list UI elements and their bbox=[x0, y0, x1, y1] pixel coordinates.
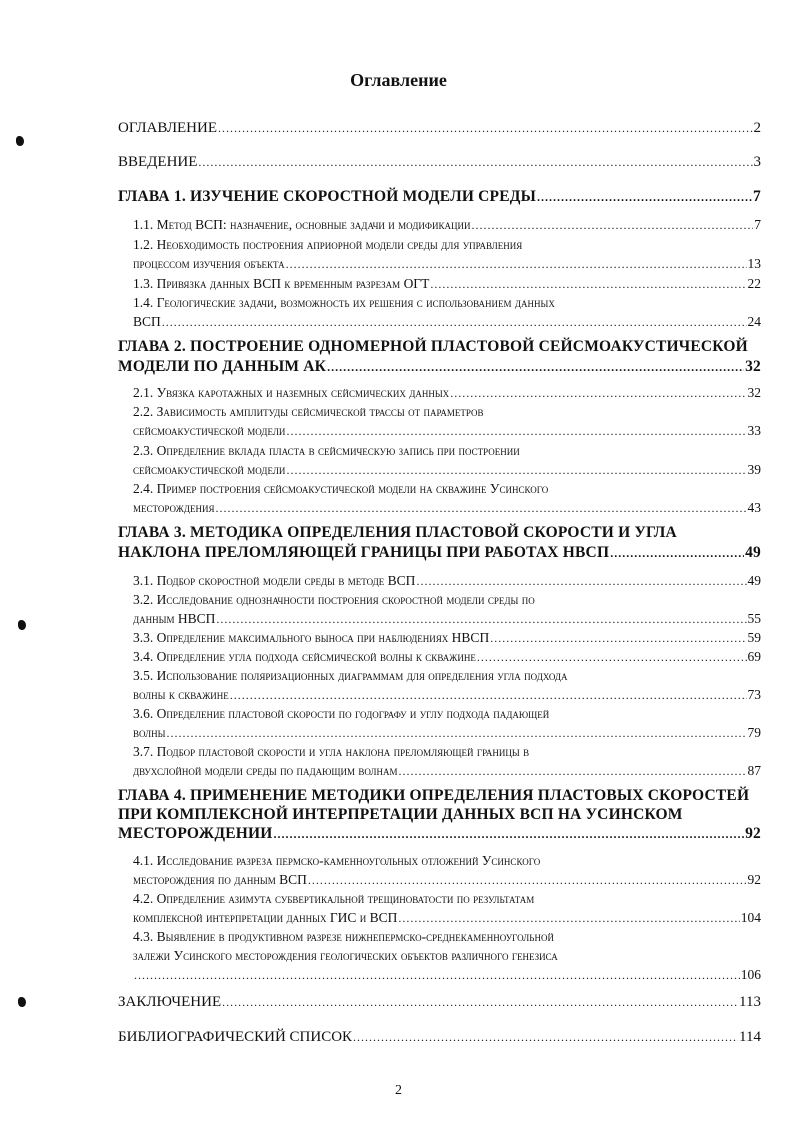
entry-label: 1.1. Метод ВСП: назначение, основные задачи и модификации bbox=[133, 217, 471, 232]
toc-entry-1-4[interactable] bbox=[133, 314, 761, 330]
entry-label: 3.1. Подбор скоростной модели среды в методе ВСП bbox=[133, 573, 416, 588]
entry-page: 13 bbox=[747, 256, 761, 271]
entry-label: месторождения по данным ВСП bbox=[133, 872, 307, 887]
toc-entry-1-3[interactable] bbox=[133, 276, 761, 292]
entry-page: 22 bbox=[747, 276, 761, 291]
toc-entry-conclusion[interactable] bbox=[118, 994, 761, 1011]
page-number: 2 bbox=[395, 1083, 402, 1098]
toc-entry-1-2[interactable] bbox=[133, 256, 761, 272]
entry-label: сейсмоакустической модели bbox=[133, 462, 286, 477]
entry-label: волны к скважине bbox=[133, 687, 229, 702]
toc-entry-3-5[interactable] bbox=[133, 687, 761, 703]
toc-entry-1-4-line1: 1.4. Геологические задачи, возможность их решения с использованием данных bbox=[133, 295, 555, 310]
toc-entry-3-6[interactable] bbox=[133, 725, 761, 741]
toc-entry-chapter-4-line1: ГЛАВА 4. ПРИМЕНЕНИЕ МЕТОДИКИ ОПРЕДЕЛЕНИЯ ПЛАСТОВЫХ СКОРОСТЕЙ bbox=[118, 787, 750, 804]
toc-entry-2-3[interactable] bbox=[133, 462, 761, 478]
toc-entry-2-2-line1: 2.2. Зависимость амплитуды сейсмической трассы от параметров bbox=[133, 404, 484, 419]
toc-entry-chapter-3-line1: ГЛАВА 3. МЕТОДИКА ОПРЕДЕЛЕНИЯ ПЛАСТОВОЙ СКОРОСТИ И УГЛА bbox=[118, 524, 677, 541]
toc-entry-4-1[interactable] bbox=[133, 872, 761, 888]
entry-label: 3.3. Определение максимального выноса при наблюдениях НВСП bbox=[133, 630, 490, 645]
scan-mark bbox=[16, 136, 24, 146]
scan-mark bbox=[18, 997, 26, 1007]
entry-page: 32 bbox=[747, 385, 761, 400]
entry-page: 3 bbox=[753, 154, 761, 170]
entry-page: 7 bbox=[754, 217, 761, 232]
toc-entry-chapter-4-line2: ПРИ КОМПЛЕКСНОЙ ИНТЕРПРЕТАЦИИ ДАННЫХ ВСП НА УСИНСКОМ bbox=[118, 806, 683, 823]
toc-entry-3-4[interactable] bbox=[133, 649, 761, 665]
toc-entry-introduction[interactable] bbox=[118, 154, 761, 171]
entry-label: 2.1. Увязка каротажных и наземных сейсмических данных bbox=[133, 385, 450, 400]
entry-page: 104 bbox=[740, 910, 761, 925]
toc-entry-3-2-line1: 3.2. Исследование однозначности построения скоростной модели среды по bbox=[133, 592, 535, 607]
entry-page: 39 bbox=[747, 462, 761, 477]
entry-page: 92 bbox=[747, 872, 761, 887]
entry-page: 7 bbox=[753, 188, 761, 205]
entry-page: 106 bbox=[740, 967, 761, 982]
entry-label: БИБЛИОГРАФИЧЕСКИЙ СПИСОК bbox=[118, 1029, 353, 1045]
entry-label: 1.3. Привязка данных ВСП к временным разрезам ОГТ bbox=[133, 276, 430, 291]
entry-label: МОДЕЛИ ПО ДАННЫМ АК bbox=[118, 358, 327, 375]
entry-label: МЕСТОРОЖДЕНИИ bbox=[118, 825, 273, 842]
entry-label: НАКЛОНА ПРЕЛОМЛЯЮЩЕЙ ГРАНИЦЫ ПРИ РАБОТАХ НВСП bbox=[118, 544, 610, 561]
toc-entry-3-6-line1: 3.6. Определение пластовой скорости по годографу и углу подхода падающей bbox=[133, 706, 550, 721]
entry-label: 3.4. Определение угла подхода сейсмической волны к скважине bbox=[133, 649, 476, 664]
entry-page: 49 bbox=[747, 573, 761, 588]
entry-label: волны bbox=[133, 725, 166, 740]
toc-entry-bibliography[interactable] bbox=[118, 1029, 761, 1046]
entry-label: комплексной интерпретации данных ГИС и ВСП bbox=[133, 910, 398, 925]
entry-label: ВСП bbox=[133, 314, 161, 329]
toc-entry-3-2[interactable] bbox=[133, 611, 761, 627]
entry-page: 69 bbox=[747, 649, 761, 664]
entry-label: сейсмоакустической модели bbox=[133, 423, 286, 438]
entry-page: 113 bbox=[739, 994, 761, 1010]
entry-page: 32 bbox=[745, 358, 761, 375]
toc-entry-contents[interactable] bbox=[118, 120, 761, 137]
toc-entry-4-3[interactable] bbox=[133, 967, 761, 983]
toc-entry-chapter-2-line1: ГЛАВА 2. ПОСТРОЕНИЕ ОДНОМЕРНОЙ ПЛАСТОВОЙ СЕЙСМОАКУСТИЧЕСКОЙ bbox=[118, 338, 748, 355]
toc-entry-2-2[interactable] bbox=[133, 423, 761, 439]
toc-entry-chapter-1[interactable] bbox=[118, 188, 761, 206]
toc-entry-3-1[interactable] bbox=[133, 573, 761, 589]
toc-entry-2-4-line1: 2.4. Пример построения сейсмоакустической модели на скважине Усинского bbox=[133, 481, 549, 496]
page-title: Оглавление bbox=[350, 70, 447, 90]
toc-entry-chapter-2[interactable] bbox=[118, 358, 761, 376]
entry-page: 2 bbox=[753, 120, 761, 136]
toc-entry-1-1[interactable] bbox=[133, 217, 761, 233]
entry-page: 33 bbox=[747, 423, 761, 438]
toc-entry-1-2-line1: 1.2. Необходимость построения априорной модели среды для управления bbox=[133, 237, 523, 252]
toc-entry-3-7[interactable] bbox=[133, 763, 761, 779]
toc-entry-4-1-line1: 4.1. Исследование разреза пермско-каменноугольных отложений Усинского bbox=[133, 853, 541, 868]
entry-page: 49 bbox=[745, 544, 761, 561]
scan-mark bbox=[18, 620, 26, 630]
entry-page: 114 bbox=[739, 1029, 761, 1045]
toc-entry-4-3-line2: залежи Усинского месторождения геологических объектов различного генезиса bbox=[133, 948, 558, 963]
entry-page: 87 bbox=[747, 763, 761, 778]
toc-entry-3-5-line1: 3.5. Использование поляризационных диаграммам для определения угла подхода bbox=[133, 668, 568, 683]
entry-page: 79 bbox=[747, 725, 761, 740]
toc-entry-2-3-line1: 2.3. Определение вклада пласта в сейсмическую запись при построении bbox=[133, 443, 520, 458]
toc-entry-chapter-3[interactable] bbox=[118, 544, 761, 562]
entry-label: данным НВСП bbox=[133, 611, 216, 626]
entry-page: 24 bbox=[747, 314, 761, 329]
entry-page: 55 bbox=[747, 611, 761, 626]
entry-label: ЗАКЛЮЧЕНИЕ bbox=[118, 994, 222, 1010]
entry-label: ВВЕДЕНИЕ bbox=[118, 154, 198, 170]
toc-entry-4-2-line1: 4.2. Определение азимута субвертикальной трещиноватости по результатам bbox=[133, 891, 535, 906]
entry-label: месторождения bbox=[133, 500, 215, 515]
toc-entry-4-3-line1: 4.3. Выявление в продуктивном разрезе нижнепермско-среднекаменноугольной bbox=[133, 929, 554, 944]
toc-entry-3-7-line1: 3.7. Подбор пластовой скорости и угла наклона преломляющей границы в bbox=[133, 744, 530, 759]
entry-label: двухслойной модели среды по падающим волнам bbox=[133, 763, 398, 778]
toc-entry-3-3[interactable] bbox=[133, 630, 761, 646]
entry-page: 73 bbox=[747, 687, 761, 702]
entry-label: ОГЛАВЛЕНИЕ bbox=[118, 120, 217, 136]
entry-page: 59 bbox=[747, 630, 761, 645]
toc-entry-2-1[interactable] bbox=[133, 385, 761, 401]
entry-page: 43 bbox=[747, 500, 761, 515]
entry-label: ГЛАВА 1. ИЗУЧЕНИЕ СКОРОСТНОЙ МОДЕЛИ СРЕДЫ bbox=[118, 188, 537, 205]
entry-page: 92 bbox=[745, 825, 761, 842]
toc-entry-4-2[interactable] bbox=[133, 910, 761, 926]
toc-entry-2-4[interactable] bbox=[133, 500, 761, 516]
entry-label: процессом изучения объекта bbox=[133, 256, 285, 271]
toc-entry-chapter-4[interactable] bbox=[118, 825, 761, 843]
